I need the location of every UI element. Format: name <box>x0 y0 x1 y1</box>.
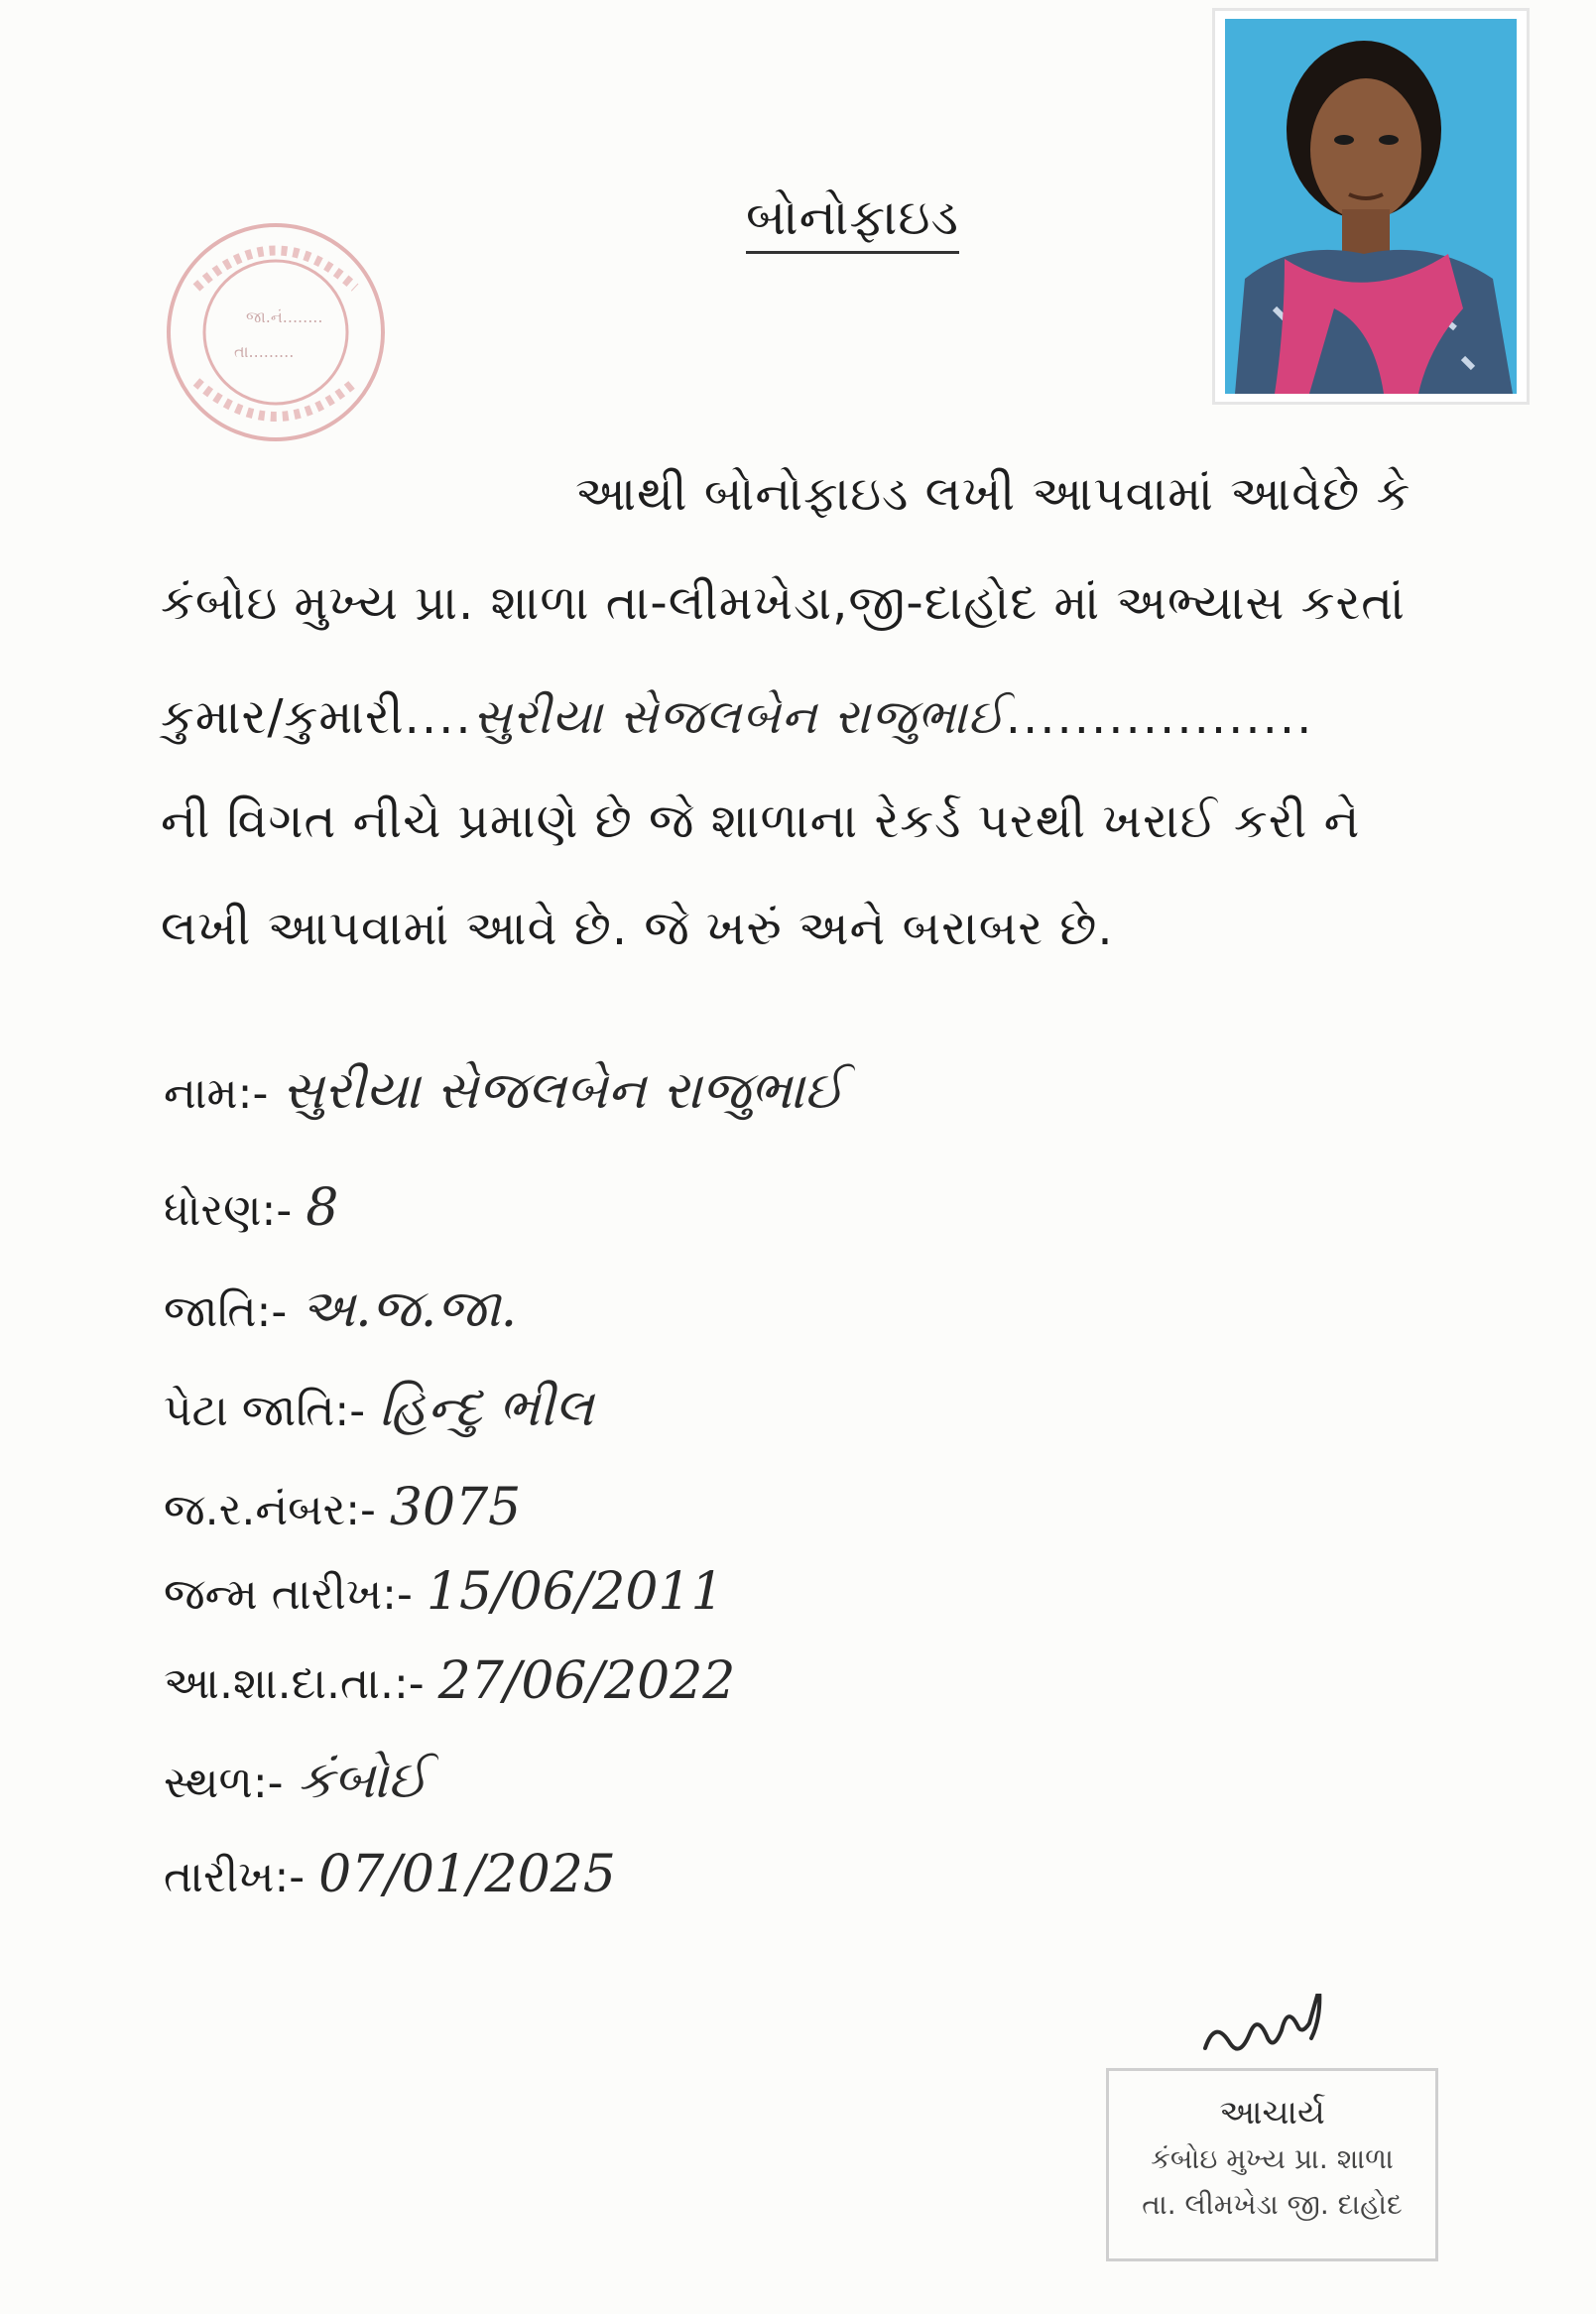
field-value: કંબોઈ <box>297 1751 429 1810</box>
field-label: નામ:- <box>164 1068 269 1119</box>
paragraph-line-1: આથી બોનોફાઇડ લખી આપવામાં આવેછે કે <box>575 466 1412 522</box>
field-standard <box>164 1178 338 1238</box>
stamp-title: આચાર્ય <box>1219 2093 1325 2132</box>
field-value: હિન્દુ ભીલ <box>379 1379 594 1438</box>
stamp-text-date: તા......... <box>234 342 295 361</box>
field-date <box>164 1845 616 1904</box>
round-seal-stamp <box>157 218 395 446</box>
field-label: જન્મ તારીખ:- <box>164 1569 413 1620</box>
principal-stamp <box>1106 2068 1438 2261</box>
student-name-handwritten: સુરીયા સેજલબેન રાજુભાઈ <box>472 689 1006 745</box>
paragraph-line-3: કુમાર/કુમારી....સુરીયા સેજલબેન રાજુભાઈ.................. <box>161 689 1314 745</box>
field-caste <box>164 1279 517 1340</box>
field-place <box>164 1751 428 1811</box>
field-register-number <box>164 1478 521 1537</box>
field-label: સ્થળ:- <box>164 1758 284 1808</box>
field-value: 07/01/2025 <box>318 1845 616 1904</box>
field-value: 15/06/2011 <box>426 1562 724 1622</box>
paragraph-line-4: ની વિગત નીચે પ્રમાણે છે જે શાળાના રેકર્ડ પરથી ખરાઈ કરી ને <box>161 793 1361 849</box>
field-label: આ.શા.દા.તા.:- <box>164 1658 425 1709</box>
field-sub-caste <box>164 1379 593 1439</box>
stamp-school: કંબોઇ મુખ્ય પ્રા. શાળા <box>1151 2142 1394 2175</box>
field-label: જ.ર.નંબર:- <box>164 1485 376 1535</box>
field-birth-date <box>164 1562 724 1622</box>
document-title: બોનોફાઇડ <box>746 188 959 254</box>
field-label: ધોરણ:- <box>164 1185 293 1236</box>
field-label: જાતિ:- <box>164 1286 288 1337</box>
stamp-text-number: જા.નં........ <box>246 307 323 326</box>
stamp-place: તા. લીમખેડા જી. દાહોદ <box>1142 2188 1403 2221</box>
field-value: અ.જ.જા. <box>301 1279 518 1339</box>
paragraph-line-5: લખી આપવામાં આવે છે. જે ખરું અને બરાબર છે. <box>161 901 1114 956</box>
field-label: તારીખ:- <box>164 1852 306 1902</box>
student-photo <box>1212 8 1530 405</box>
field-value: 27/06/2022 <box>437 1651 736 1711</box>
field-value: 8 <box>306 1178 339 1238</box>
field-value: 3075 <box>389 1478 522 1537</box>
field-value: સુરીયા સેજલબેન રાજુભાઈ <box>282 1061 845 1121</box>
paragraph-line-2: કંબોઇ મુખ્ય પ્રા. શાળા તા-લીમખેડા,જી-દાહોદ માં અભ્યાસ કરતાં <box>161 575 1406 631</box>
field-admission-date <box>164 1651 735 1711</box>
principal-signature <box>1190 1994 1359 2073</box>
field-name <box>164 1061 844 1122</box>
field-label: પેટા જાતિ:- <box>164 1386 366 1436</box>
student-gender-label: કુમાર/કુમારી <box>161 689 405 745</box>
